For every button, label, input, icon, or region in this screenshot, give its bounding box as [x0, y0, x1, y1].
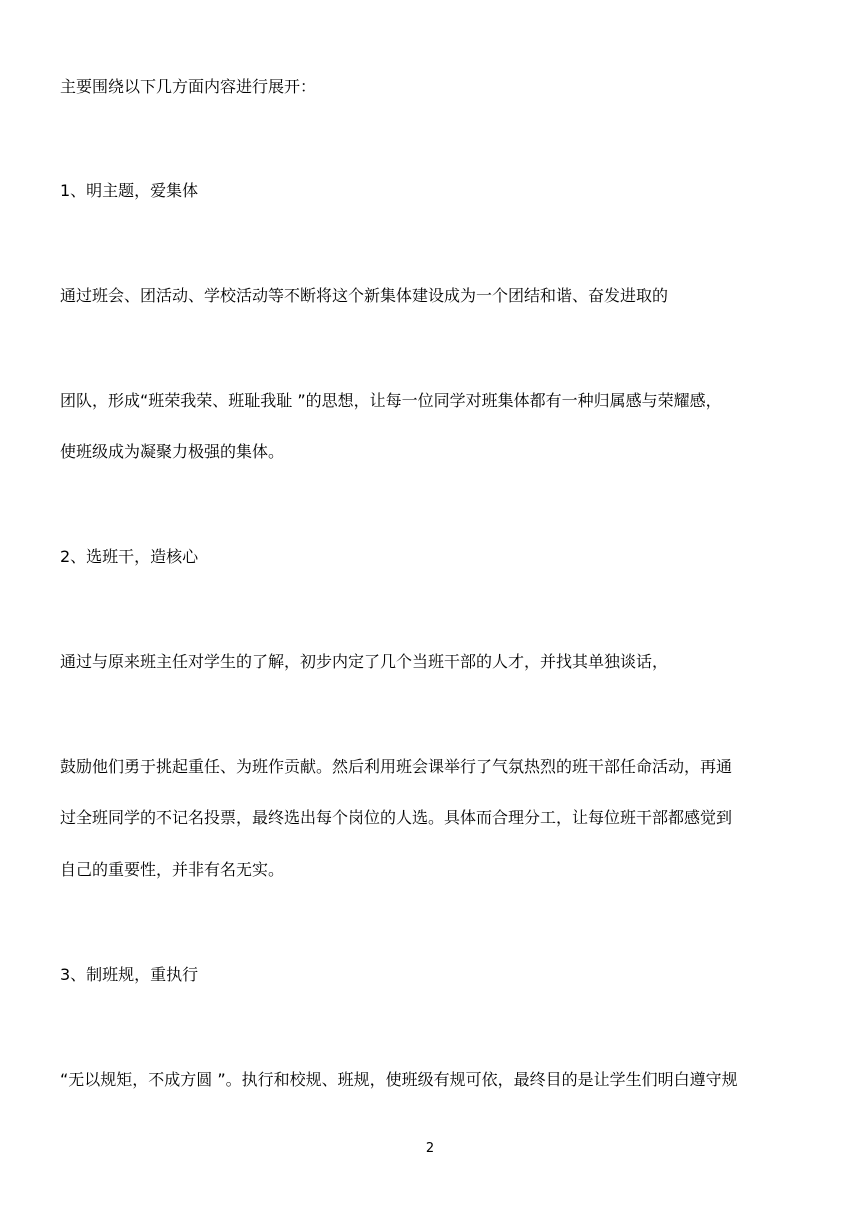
paragraph-line: 过全班同学的不记名投票，最终选出每个岗位的人选。具体而合理分工，让每位班干部都感觉到 [60, 808, 733, 827]
page-number: 2 [425, 1141, 435, 1156]
section-heading-1: 1、明主题，爱集体 [60, 181, 199, 200]
paragraph-line: 通过与原来班主任对学生的了解，初步内定了几个当班干部的人才，并找其单独谈话， [60, 652, 669, 671]
intro-line: 主要围绕以下几方面内容进行展开： [60, 77, 317, 96]
paragraph-line: 团队，形成“班荣我荣、班耻我耻 ”的思想，让每一位同学对班集体都有一种归属感与荣耀感， [60, 391, 722, 410]
paragraph-line: 使班级成为凝聚力极强的集体。 [60, 442, 285, 461]
paragraph-line: 通过班会、团活动、学校活动等不断将这个新集体建设成为一个团结和谐、奋发进取的 [60, 286, 669, 305]
paragraph-line: 鼓励他们勇于挑起重任、为班作贡献。然后利用班会课举行了气氛热烈的班干部任命活动，再通 [60, 757, 733, 776]
section-heading-2: 2、选班干，造核心 [60, 547, 199, 566]
paragraph-line: 自己的重要性，并非有名无实。 [60, 860, 285, 879]
paragraph-line: “无以规矩，不成方圆 ”。执行和校规、班规，使班级有规可依，最终目的是让学生们明白遵守规 [60, 1070, 738, 1089]
section-heading-3: 3、制班规，重执行 [60, 965, 199, 984]
